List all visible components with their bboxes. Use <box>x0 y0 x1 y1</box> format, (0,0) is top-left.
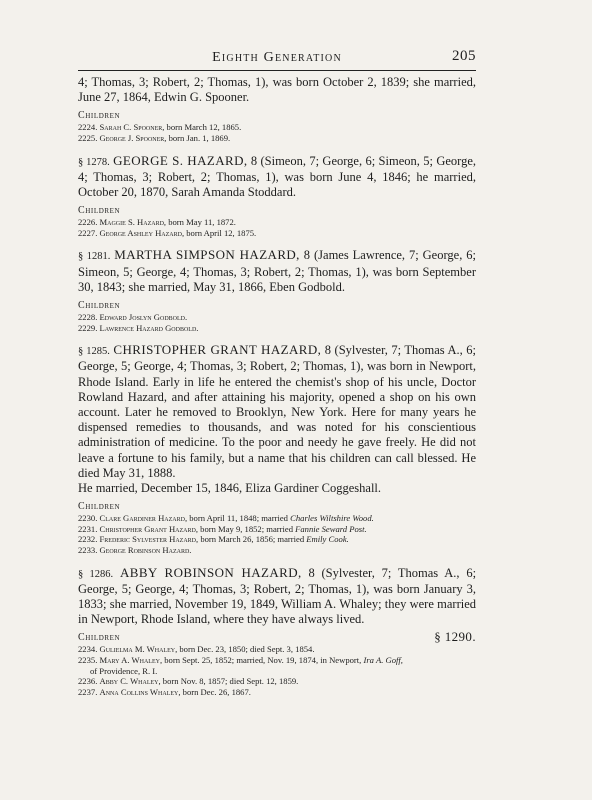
child-details: born Sept. 25, 1852; married, Nov. 19, 1874, in Newport, <box>162 655 364 665</box>
child-name: George J. Spooner, <box>99 133 167 143</box>
child-name: Sarah C. Spooner, <box>99 122 165 133</box>
header-rule <box>78 70 476 71</box>
child-number: 2226. <box>78 217 98 228</box>
entry-text: 8 (Sylvester, 7; Thomas A., 6; George, 5; George, 4; Thomas, 3; Robert, 2; Thomas, 1), was born January 3, 1833; she married, November 19, 1849, William A. Whaley; they were married in Newport, Rhode Island, where they have always lived. <box>78 565 477 627</box>
child-entry <box>78 133 476 144</box>
child-number: 2234. <box>78 644 98 655</box>
child-name: Mary A. Whaley, <box>99 655 163 665</box>
entry-1278 <box>78 153 476 201</box>
child-name: Frederic Sylvester Hazard, <box>99 534 199 545</box>
child-number: 2232. <box>78 534 98 545</box>
page-body <box>78 75 476 697</box>
child-name: Maggie S. Hazard, <box>99 217 167 228</box>
section-number: § 1285. <box>78 346 110 358</box>
child-entry <box>78 513 476 524</box>
child-entry <box>78 534 476 545</box>
child-entry <box>78 524 476 535</box>
child-name: Abby C. Whaley, <box>99 676 161 687</box>
entry-1285 <box>78 342 476 481</box>
child-number: 2236. <box>78 676 98 687</box>
child-entry <box>78 655 476 666</box>
child-details: born April 11, 1848; married <box>187 513 291 524</box>
child-number: 2233. <box>78 545 98 555</box>
children-heading: Children <box>78 501 121 513</box>
entry-text: 8 (James Lawrence, 7; George, 6; Simeon, 5; George, 4; Thomas, 3; Robert, 2; Thomas, 1), was born September 30, 1843; she married, May 31, 1866, Eben Godbold. <box>78 248 477 294</box>
entry-name: CHRISTOPHER GRANT HAZARD, <box>113 342 322 358</box>
child-details: born Jan. 1, 1869. <box>166 133 231 143</box>
child-entry <box>78 217 476 228</box>
entry-text: 8 (Sylvester, 7; Thomas A., 6; George, 5; George, 4; Thomas, 3; Robert, 2; Thomas, 1), was born in Newport, Rhode Island. Early in life he entered the chemist's shop of his uncle, Doctor Rowland Hazard, and after attaining his majority, opened a shop on his own account. Later he removed to Brooklyn, New York. Here for many years he dispensed remedies to thousands, and was noted for his conscientious administration of medicine. To the poor and needy he gave freely. He did not leave a fortune to his family, but a name that his children can call blessed. He died May 31, 1888. <box>78 343 476 480</box>
child-number: 2235. <box>78 655 98 665</box>
spouse-name: Emily Cook. <box>306 534 349 545</box>
entry-name: ABBY ROBINSON HAZARD, <box>119 564 302 580</box>
entry-name: GEORGE S. HAZARD, <box>113 152 248 168</box>
running-header <box>78 50 476 68</box>
child-entry <box>78 687 476 698</box>
child-entry <box>78 228 476 239</box>
section-number: § 1278. <box>78 156 110 168</box>
child-details: born April 12, 1875. <box>184 227 257 238</box>
continuation-paragraph: 4; Thomas, 3; Robert, 2; Thomas, 1), was born October 2, 1839; she married, June 27, 1864, Edwin G. Spooner. <box>78 75 476 105</box>
child-name: Clare Gardiner Hazard, <box>99 513 188 524</box>
entry-text: 8 (Simeon, 7; George, 6; Simeon, 5; George, 4; Thomas, 3; Robert, 2; Thomas, 1), was born June 4, 1846; he married, October 20, 1870, Sarah Amanda Stoddard. <box>78 153 477 199</box>
child-entry <box>78 122 476 133</box>
child-number: 2227. <box>78 227 98 238</box>
child-entry <box>78 545 476 556</box>
children-heading: Children <box>78 632 121 644</box>
child-number: 2237. <box>78 686 98 697</box>
child-name: Lawrence Hazard Godbold. <box>99 322 199 333</box>
child-name: George Ashley Hazard, <box>99 227 185 238</box>
catchword-section-ref: § 1290. <box>434 629 476 644</box>
child-entry-continuation: of Providence, R. I. <box>90 665 158 676</box>
child-number: 2225. <box>78 133 98 143</box>
children-heading: Children <box>78 205 121 217</box>
entry-name: MARTHA SIMPSON HAZARD, <box>114 247 300 263</box>
child-number: 2231. <box>78 523 98 534</box>
spouse-name: Fannie Seward Post. <box>295 523 367 534</box>
page-number: 205 <box>452 48 476 64</box>
child-details: born March 26, 1856; married <box>198 534 307 545</box>
child-details: born Dec. 23, 1850; died Sept. 3, 1854. <box>177 644 315 655</box>
child-entry <box>78 312 476 323</box>
child-number: 2228. <box>78 312 98 322</box>
entry-1281 <box>78 247 476 295</box>
child-details: born May 11, 1872. <box>166 217 236 228</box>
child-name: Christopher Grant Hazard, <box>99 523 198 534</box>
section-number: § 1281. <box>78 251 111 263</box>
child-number: 2229. <box>78 322 98 333</box>
child-entry <box>78 323 476 334</box>
child-number: 2230. <box>78 513 98 524</box>
child-entry <box>78 644 476 655</box>
child-details: born Nov. 8, 1857; died Sept. 12, 1859. <box>160 676 299 687</box>
child-number: 2224. <box>78 122 98 133</box>
page-title: Eighth Generation <box>212 50 342 65</box>
child-name: Gulielma M. Whaley, <box>99 644 178 655</box>
child-name: Edward Joslyn Godbold. <box>99 312 188 322</box>
marriage-line: He married, December 15, 1846, Eliza Gardiner Coggeshall. <box>78 481 382 496</box>
child-details: born March 12, 1865. <box>164 122 242 133</box>
child-details: born Dec. 26, 1867. <box>180 686 251 697</box>
child-name: Anna Collins Whaley, <box>99 686 181 697</box>
entry-1286 <box>78 565 476 628</box>
spouse-name: Charles Wiltshire Wood. <box>290 513 374 524</box>
children-heading: Children <box>78 110 121 122</box>
spouse-name: Ira A. Goff, <box>363 655 403 665</box>
child-details: born May 9, 1852; married <box>198 523 296 534</box>
child-entry <box>78 676 476 687</box>
section-number: § 1286. <box>78 568 114 580</box>
children-heading: Children <box>78 300 121 311</box>
child-name: George Robinson Hazard. <box>99 545 192 555</box>
